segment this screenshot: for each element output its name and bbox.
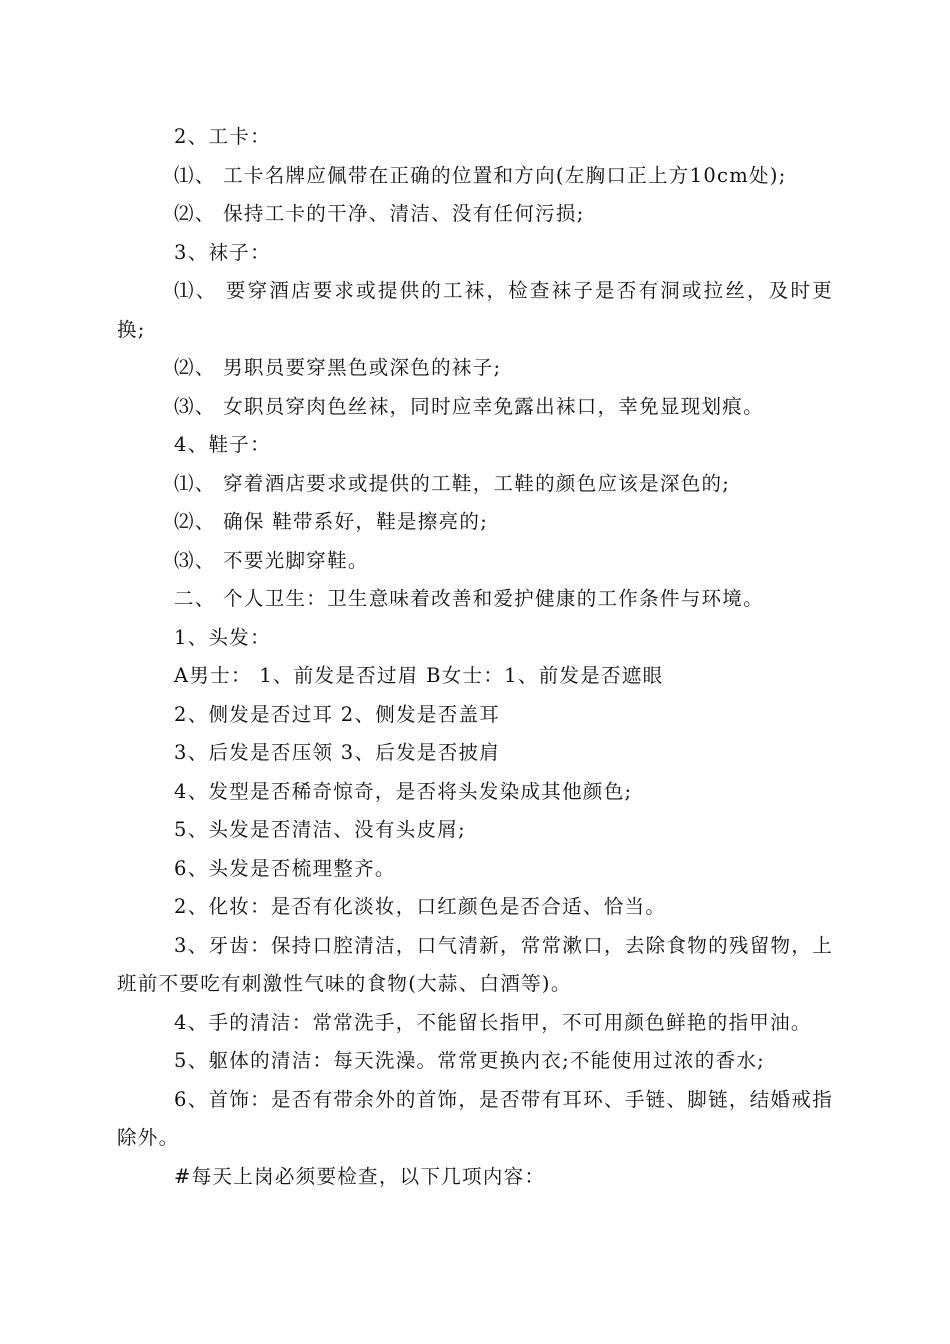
section-heading-personal-hygiene: 二、 个人卫生：卫生意味着改善和爱护健康的工作条件与环境。	[174, 587, 764, 610]
list-item: ⑶、 女职员穿肉色丝袜，同时应幸免露出袜口，幸免显现划痕。	[174, 394, 764, 418]
paragraph-teeth: 3、牙齿：保持口腔清洁，口气清新，常常漱口，去除食物的残留物，上班前不要吃有刺激性气味的食物(大蒜、白酒等)。	[117, 933, 833, 995]
list-item: ⑵、 保持工卡的干净、清洁、没有任何污损;	[174, 202, 585, 225]
list-item: 5、头发是否清洁、没有头皮屑;	[174, 818, 466, 841]
list-item: ⑶、 不要光脚穿鞋。	[174, 548, 369, 572]
paragraph-makeup: 2、化妆：是否有化淡妆，口红颜色是否合适、恰当。	[174, 895, 667, 918]
paragraph-body: 5、躯体的清洁：每天洗澡。常常更换内衣;不能使用过浓的香水;	[174, 1049, 766, 1072]
list-item: ⑴、 穿着酒店要求或提供的工鞋，工鞋的颜色应该是深色的;	[174, 471, 731, 495]
heading-socks: 3、袜子：	[174, 240, 271, 264]
list-item: ⑴、 要穿酒店要求或提供的工袜，检查袜子是否有洞或拉丝，及时更换;	[117, 279, 833, 341]
paragraph-jewelry: 6、首饰：是否有带余外的首饰，是否带有耳环、手链、脚链，结婚戒指除外。	[117, 1087, 833, 1149]
list-item: ⑵、 男职员要穿黑色或深色的袜子;	[174, 356, 502, 379]
list-item: 6、头发是否梳理整齐。	[174, 856, 396, 880]
heading-shoes: 4、鞋子：	[174, 433, 271, 456]
list-item: 3、后发是否压领 3、后发是否披肩	[174, 741, 501, 764]
paragraph-hands: 4、手的清洁：常常洗手，不能留长指甲，不可用颜色鲜艳的指甲油。	[174, 1010, 812, 1034]
document-body	[117, 118, 833, 1196]
list-item: 2、侧发是否过耳 2、侧发是否盖耳	[174, 702, 501, 726]
heading-work-badge: 2、工卡：	[174, 125, 271, 148]
list-item: ⑴、 工卡名牌应佩带在正确的位置和方向(左胸口正上方10cm处);	[174, 163, 787, 187]
list-item: 4、发型是否稀奇惊奇，是否将头发染成其他颜色;	[174, 779, 633, 803]
list-item: ⑵、 确保 鞋带系好，鞋是擦亮的;	[174, 510, 489, 533]
list-item: A男士： 1、前发是否过眉 B女士：1、前发是否遮眼	[174, 664, 664, 687]
heading-hair: 1、头发：	[174, 625, 271, 649]
paragraph-daily-check: #每天上岗必须要检查，以下几项内容：	[174, 1164, 546, 1188]
